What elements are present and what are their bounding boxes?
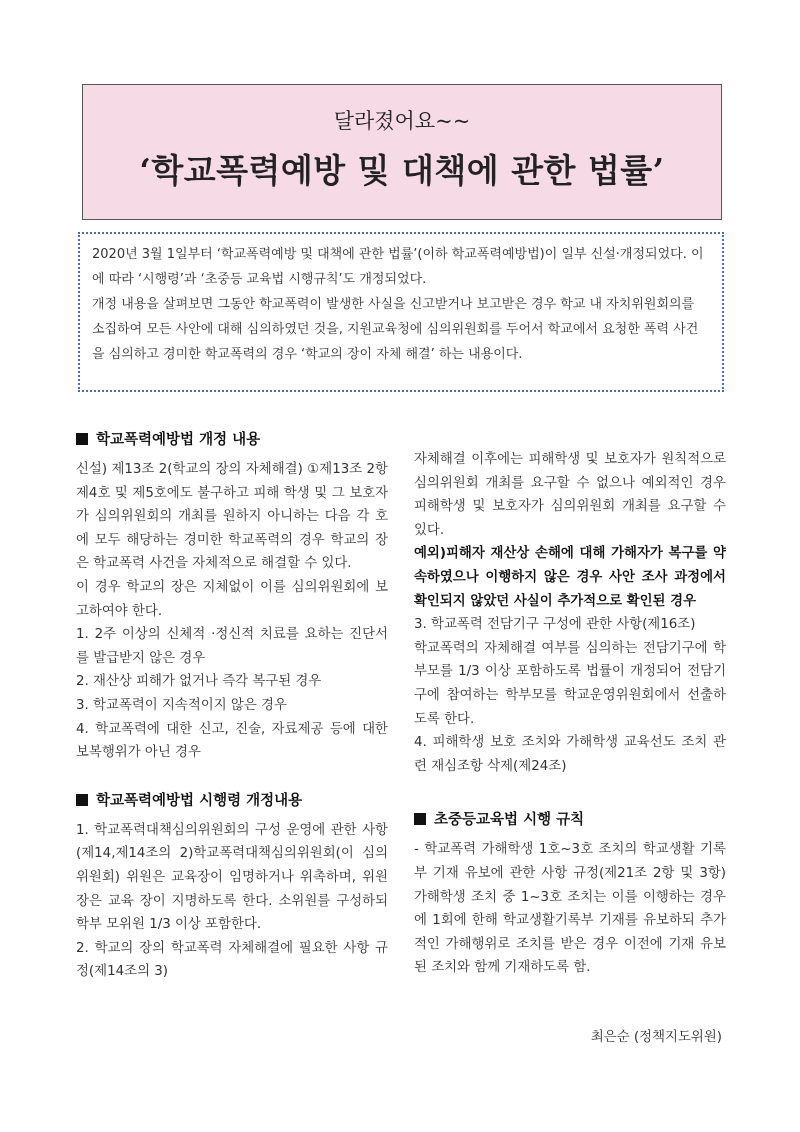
- right-paragraph-bold: 예외)피해자 재산상 손해에 대해 가해자가 복구를 약속하였으나 이행하지 않은 경우 사안 조사 과정에서 확인되지 않았던 사실이 추가적으로 확인된 경우: [414, 546, 726, 609]
- right-paragraph-5: 4. 피해학생 보호 조치와 가해학생 교육선도 조치 관련 재심조항 삭제(제24조): [414, 735, 726, 774]
- section1-heading-text: 학교폭력예방법 개정 내용: [96, 432, 261, 448]
- section2-heading: [76, 787, 388, 815]
- square-bullet-icon: [76, 433, 88, 445]
- main-title: ‘학교폭력예방 및 대책에 관한 법률’: [139, 151, 665, 190]
- section1-paragraph-2: 이 경우 학교의 장은 지체없이 이를 심의위원회에 보고하여야 한다.: [76, 579, 388, 619]
- intro-paragraph-1: 2020년 3월 1일부터 ‘학교폭력예방 및 대책에 관한 법률’(이하 학교폭력예방법)이 일부 신설·개정되었다. 이에 따라 ‘시행령’과 ‘초중등 교육법 시행규칙’도 개정되었다.: [92, 247, 704, 287]
- intro-box: [78, 232, 724, 392]
- section2-item-2: 2. 학교의 장의 학교폭력 자체해결에 필요한 사항 규정(제14조의 3): [76, 940, 388, 980]
- section1-item-2: 2. 재산상 피해가 없거나 즉각 복구된 경우: [76, 674, 322, 690]
- right-paragraph-1: 자체해결 이후에는 피해학생 및 보호자가 원칙적으로 심의위원회 개최를 요구할 수 없으나 예외적인 경우 피해학생 및 보호자가 심의위원회 개최를 요구할 수 있다.: [414, 452, 726, 538]
- author-credit: 최은순 (정책지도위원): [590, 1030, 722, 1045]
- right-column: [414, 448, 726, 980]
- section1-paragraph-1: 신설) 제13조 2(학교의 장의 자체해결) ①제13조 2항 제4호 및 제5호에도 불구하고 피해 학생 및 그 보호자가 심의위원회의 개최를 원하지 아니하는 다음 각 호에 모두 해당하는 경미한 학교폭력의 경우 학교의 장은 학교폭력 사건을 자체적으로 해결할 수 있다.: [76, 462, 388, 572]
- section3-heading: [414, 806, 726, 834]
- intro-paragraph-2: 개정 내용을 살펴보면 그동안 학교폭력이 발생한 사실을 신고받거나 보고받은 경우 학교 내 자치위원회의를 소집하여 모든 사안에 대해 심의하였던 것을, 지원교육청에 심의위원회를 두어서 학교에서 요청한 폭력 사건을 심의하고 경미한 학교폭력의 경우 ‘학교의 장이 자체 해결’ 하는 내용이다.: [92, 297, 699, 362]
- section2-item-1: 1. 학교폭력대책심의위원회의 구성 운영에 관한 사항(제14,제14조의 2)학교폭력대책심의위원회(이 심의위원회) 위원은 교육장이 임명하거나 위촉하며, 위원장은 교육 장이 지명하도록 한다. 소위원를 구성하되 학부 모위원 1/3 이상 포함한다.: [76, 822, 388, 933]
- section1-item-4: 4. 학교폭력에 대한 신고, 진술, 자료제공 등에 대한 보복행위가 아닌 경우: [76, 721, 388, 761]
- subtitle: 달라졌어요~~: [333, 109, 471, 133]
- section3-heading-text: 초중등교육법 시행 규칙: [434, 812, 585, 829]
- section1-item-3: 3. 학교폭력이 지속적이지 않은 경우: [76, 697, 287, 713]
- right-paragraph-4: 학교폭력의 자체해결 여부를 심의하는 전담기구에 학부모를 1/3 이상 포함하도록 법률이 개정되어 전담기구에 참여하는 학부모를 학교운영위원회에서 선출하도록 한다.: [414, 640, 726, 727]
- section2-heading-text: 학교폭력예방법 시행령 개정내용: [96, 792, 303, 809]
- left-column: [76, 426, 388, 984]
- square-bullet-icon: [76, 794, 88, 806]
- section1-item-1: 1. 2주 이상의 신체적 ·정신적 치료를 요하는 진단서를 발급받지 않은 경우: [76, 627, 388, 666]
- title-box: [82, 84, 722, 220]
- square-bullet-icon: [414, 813, 426, 825]
- section1-heading: [76, 426, 388, 454]
- right-paragraph-3: 3. 학교폭력 전담기구 구성에 관한 사항(제16조): [414, 617, 696, 633]
- section3-paragraph-1: - 학교폭력 가해학생 1호~3호 조치의 학교생활 기록부 기재 유보에 관한 사항 규정(제21조 2항 및 3항) 가해학생 조치 중 1~3호 조치는 이를 이행하는 경우에 1회에 한해 학교생활기록부 기재를 유보하되 추가적인 가해행위로 조치를 받은 경우 이전에 기재 유보된 조치와 함께 기재하도록 함.: [414, 842, 726, 976]
